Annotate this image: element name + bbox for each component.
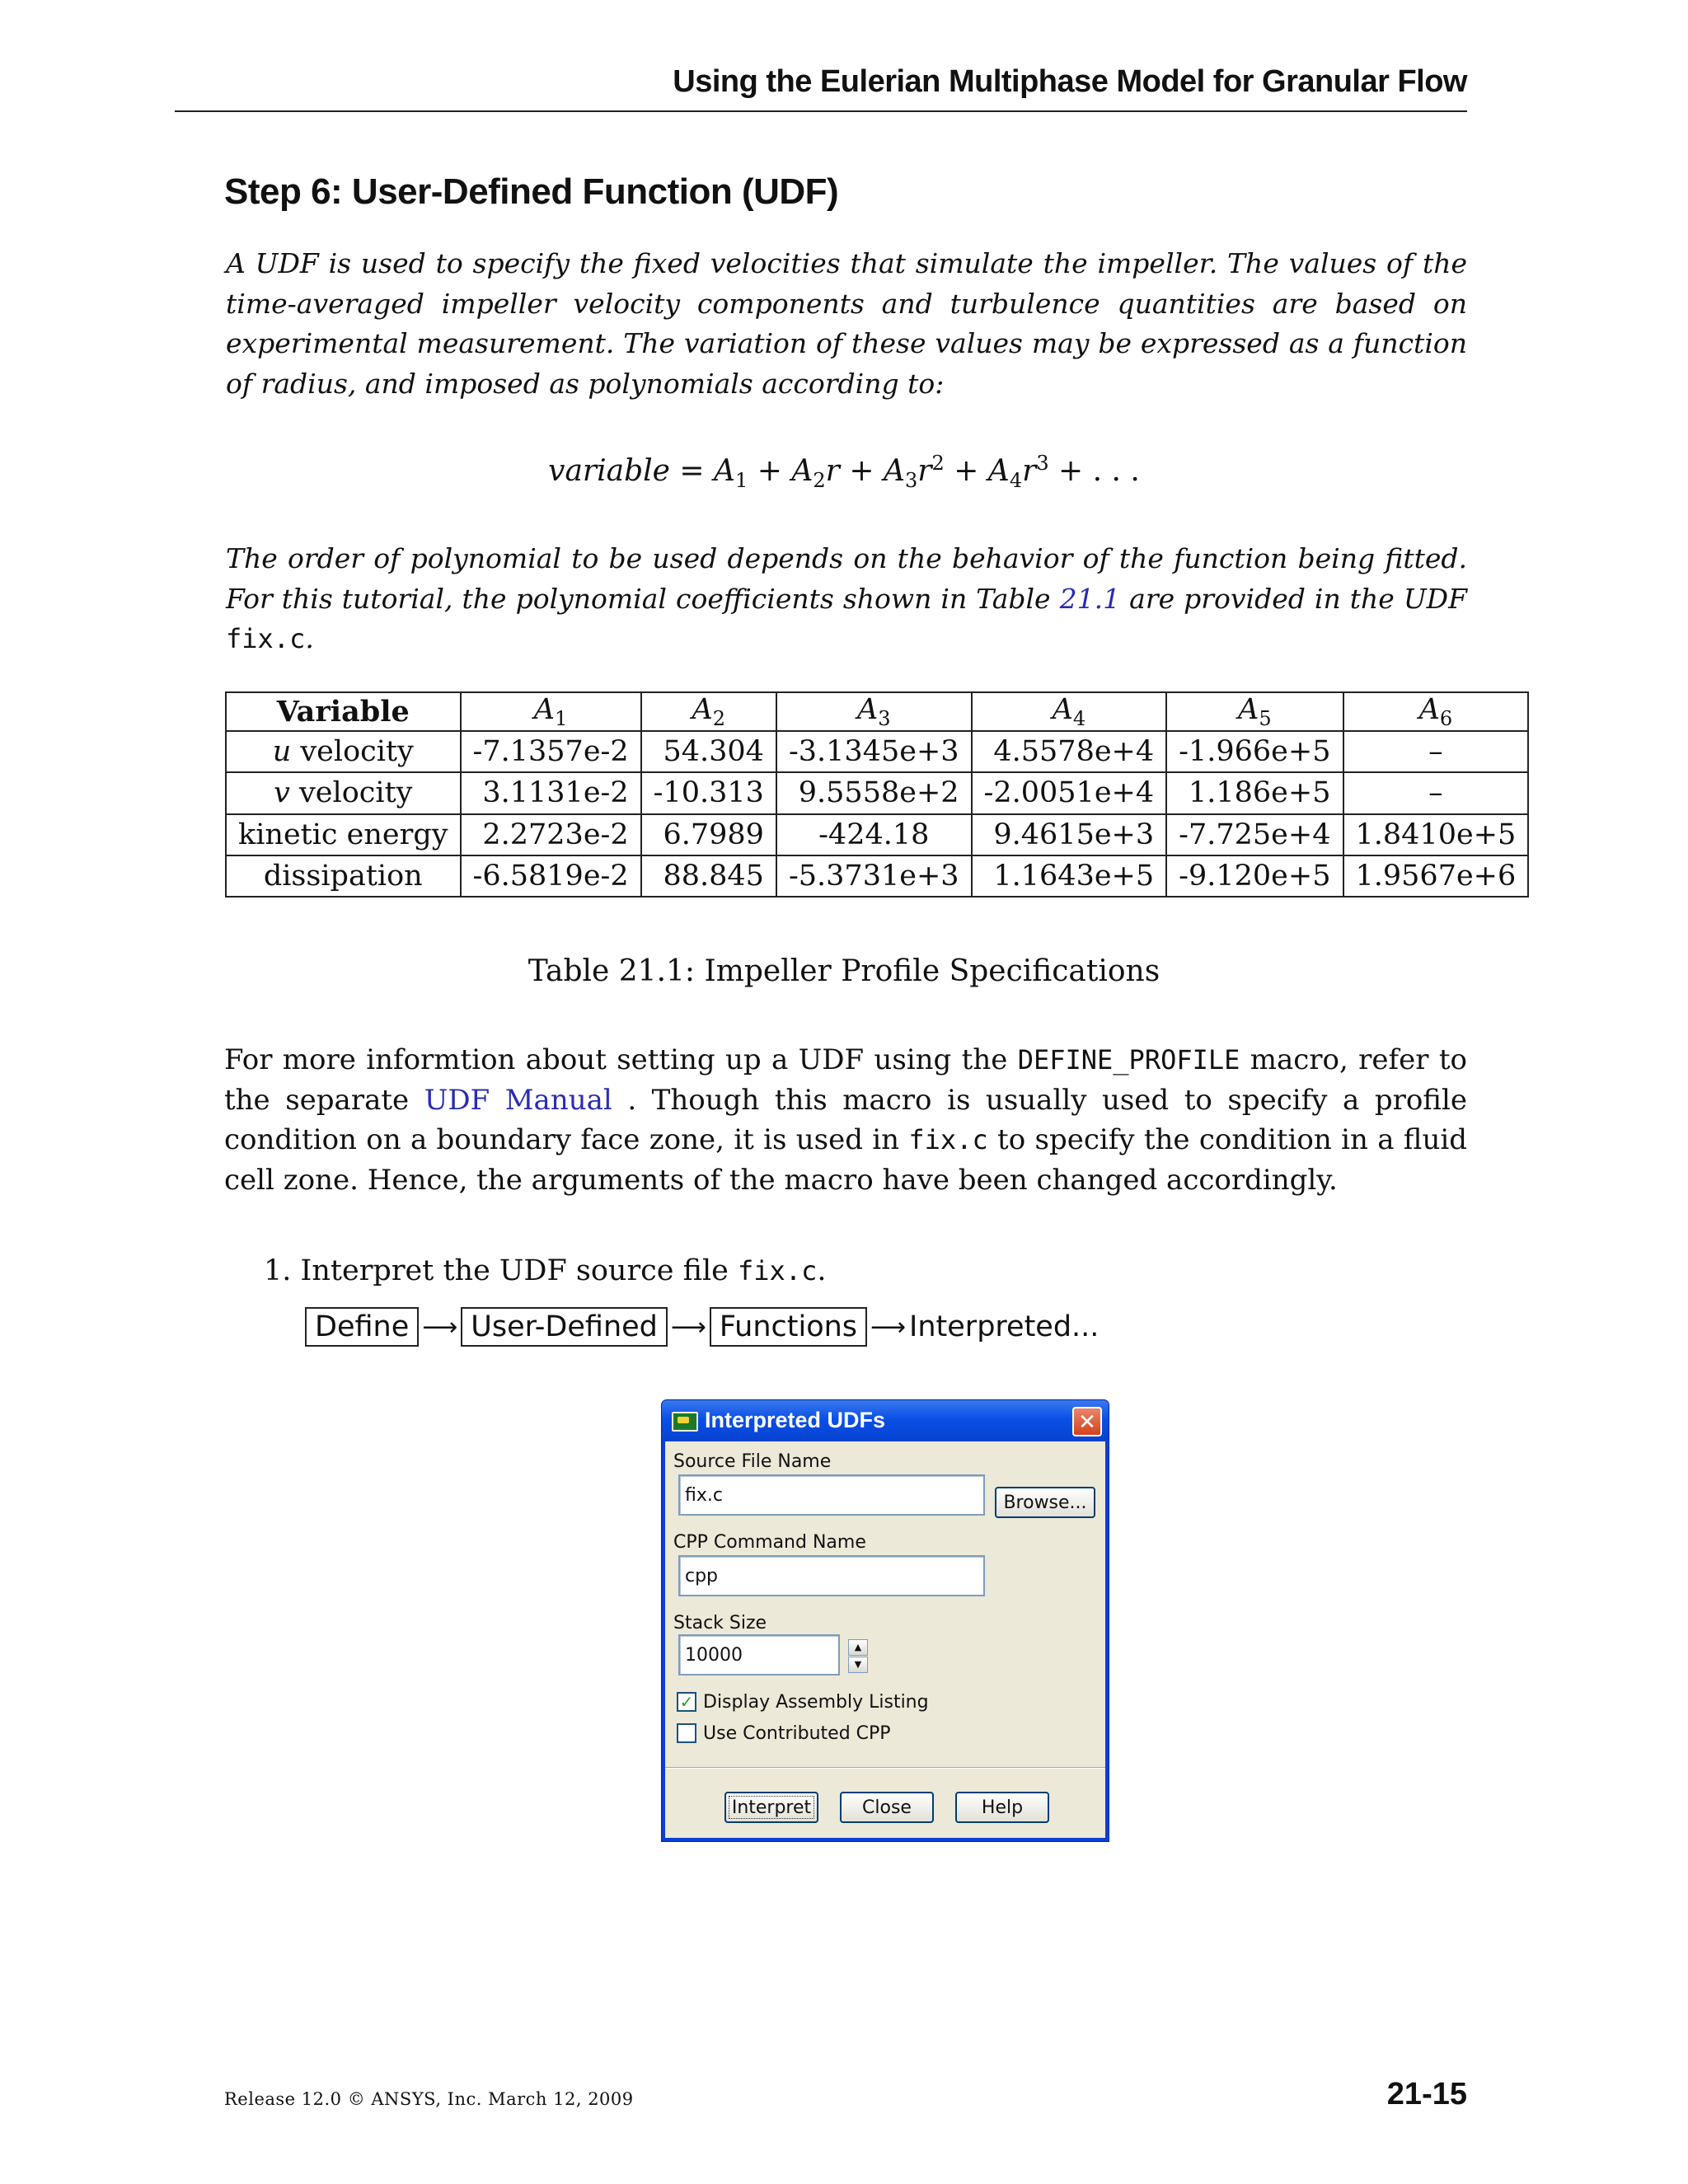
table-cell: – [1343,772,1529,813]
table-cell: 54.304 [641,731,776,772]
dialog-body [665,1441,1105,1838]
list-item: 1. Interpret the UDF source file fix.c. [264,1254,827,1287]
coefficient-table [225,691,1529,898]
running-header-title: Using the Eulerian Multiphase Model for Granular Flow [673,64,1467,99]
table-row [226,855,1528,897]
polynomial-order-paragraph: The order of polynomial to be used depends on the behavior of the function being fitted. For this tutorial, the polynomial coefficients shown in Table 21.1 are provided in the UDF fix.c. [226,542,1467,654]
close-button[interactable]: Close [840,1792,934,1823]
menu-define: Define [305,1307,419,1347]
table-cell: 4.5578e+4 [972,731,1167,772]
help-button[interactable]: Help [955,1792,1049,1823]
table-row [226,731,1528,772]
udf-manual-link[interactable]: UDF Manual [424,1083,612,1117]
table-caption: Table 21.1: Impeller Profile Specifications [528,954,1160,988]
table-cell: 2.2723e-2 [461,814,641,855]
page-number: 21-15 [1386,2077,1467,2111]
table-row [226,814,1528,855]
table-cell: 3.1131e-2 [461,772,641,813]
browse-button[interactable]: Browse... [995,1487,1095,1518]
arrow-icon: ⟶ [670,1312,706,1342]
equation-lhs: variable [548,454,670,488]
polynomial-equation: variable = $A_1 + A_2r + A_3r^2 + A_4r^3$ + . . . [548,452,1140,493]
row-variable: v velocity [226,772,461,813]
intro-paragraph: A UDF is used to specify the fixed velocities that simulate the impeller. The values of the time-averaged impeller velocity components and turbulence quantities are based on experimental measurement. The variation of these values may be expressed as a function of radius, and imposed as polynomials according to: [226,247,1467,400]
table-cell: -9.120e+5 [1166,855,1343,897]
file-name: fix.c [226,623,306,654]
table-cell: 9.5558e+2 [776,772,972,813]
table-cell: -2.0051e+4 [972,772,1167,813]
table-row [226,772,1528,813]
table-cell: – [1343,731,1529,772]
table-cell: 1.186e+5 [1166,772,1343,813]
footer-release: Release 12.0 © ANSYS, Inc. March 12, 2009 [224,2089,634,2109]
spinner-up-icon[interactable]: ▲ [848,1639,868,1656]
table-cell: -7.1357e-2 [461,731,641,772]
header-a5: $A_5$ [1166,692,1343,731]
menu-path [305,1307,1099,1347]
arrow-icon: ⟶ [870,1312,907,1342]
header-variable: Variable [226,692,461,731]
header-a6: $A_6$ [1343,692,1529,731]
cpp-command-label: CPP Command Name [673,1532,866,1553]
contributed-cpp-label: Use Contributed CPP [703,1723,891,1744]
interpret-button[interactable]: Interpret [724,1792,818,1823]
dialog-titlebar[interactable] [662,1400,1109,1441]
cpp-command-input[interactable] [678,1555,985,1596]
header-a1: $A_1$ [461,692,641,731]
button-separator [665,1767,1105,1769]
table-cell: 6.7989 [641,814,776,855]
table-cell: -6.5819e-2 [461,855,641,897]
menu-user-defined: User-Defined [461,1307,668,1347]
source-file-input[interactable] [678,1474,985,1516]
stack-size-label: Stack Size [673,1613,767,1633]
table-cell: 1.1643e+5 [972,855,1167,897]
table-cell: 9.4615e+3 [972,814,1167,855]
table-cell: 88.845 [641,855,776,897]
table-cell: -7.725e+4 [1166,814,1343,855]
running-header [175,61,1467,112]
header-a2: $A_2$ [641,692,776,731]
table-cell: -3.1345e+3 [776,731,972,772]
macro-info-paragraph: For more informtion about setting up a UDF using the DEFINE_PROFILE macro, refer to the separate UDF Manual . Though this macro is usually used to specify a profile condition on a boundary face zone, it is used in fix.c to specify the condition in a fluid cell zone. Hence, the arguments of the macro have been changed accordingly. [224,1043,1468,1197]
section-title: Step 6: User-Defined Function (UDF) [224,171,839,212]
macro-name: DEFINE_PROFILE [1017,1044,1240,1076]
list-number: 1. [264,1254,292,1287]
table-cell: -1.966e+5 [1166,731,1343,772]
row-variable: kinetic energy [226,814,461,855]
table-reference-link[interactable]: 21.1 [1059,582,1121,615]
table-cell: -10.313 [641,772,776,813]
arrow-icon: ⟶ [422,1312,458,1342]
stack-size-input[interactable] [678,1634,840,1675]
table-cell: 1.8410e+5 [1343,814,1529,855]
close-icon[interactable]: ✕ [1072,1407,1102,1436]
dialog-title: Interpreted UDFs [705,1408,886,1432]
header-a4: $A_4$ [972,692,1167,731]
header-a3: $A_3$ [776,692,972,731]
menu-functions: Functions [710,1307,867,1347]
row-variable: u velocity [226,731,461,772]
menu-interpreted: Interpreted... [909,1310,1100,1343]
display-assembly-label: Display Assembly Listing [703,1692,929,1713]
row-variable: dissipation [226,855,461,897]
order-text-a: The order of polynomial to be used depends on the behavior of the function being fitted. For this tutorial, the polynomial coefficients shown in Table [226,542,1467,615]
file-name: fix.c [908,1124,988,1155]
table-cell: -5.3731e+3 [776,855,972,897]
table-cell: 1.9567e+6 [1343,855,1529,897]
display-assembly-checkbox[interactable]: ✓ [677,1692,696,1712]
fluent-app-icon [672,1412,698,1432]
source-file-label: Source File Name [673,1451,832,1472]
file-name: fix.c [738,1255,818,1286]
table-header-row [226,692,1528,731]
spinner-down-icon[interactable]: ▼ [848,1657,868,1673]
contributed-cpp-checkbox[interactable] [677,1723,696,1743]
table-cell: -424.18 [776,814,972,855]
interpreted-udfs-dialog [662,1400,1109,1841]
order-text-b: are provided in the UDF [1129,582,1467,615]
